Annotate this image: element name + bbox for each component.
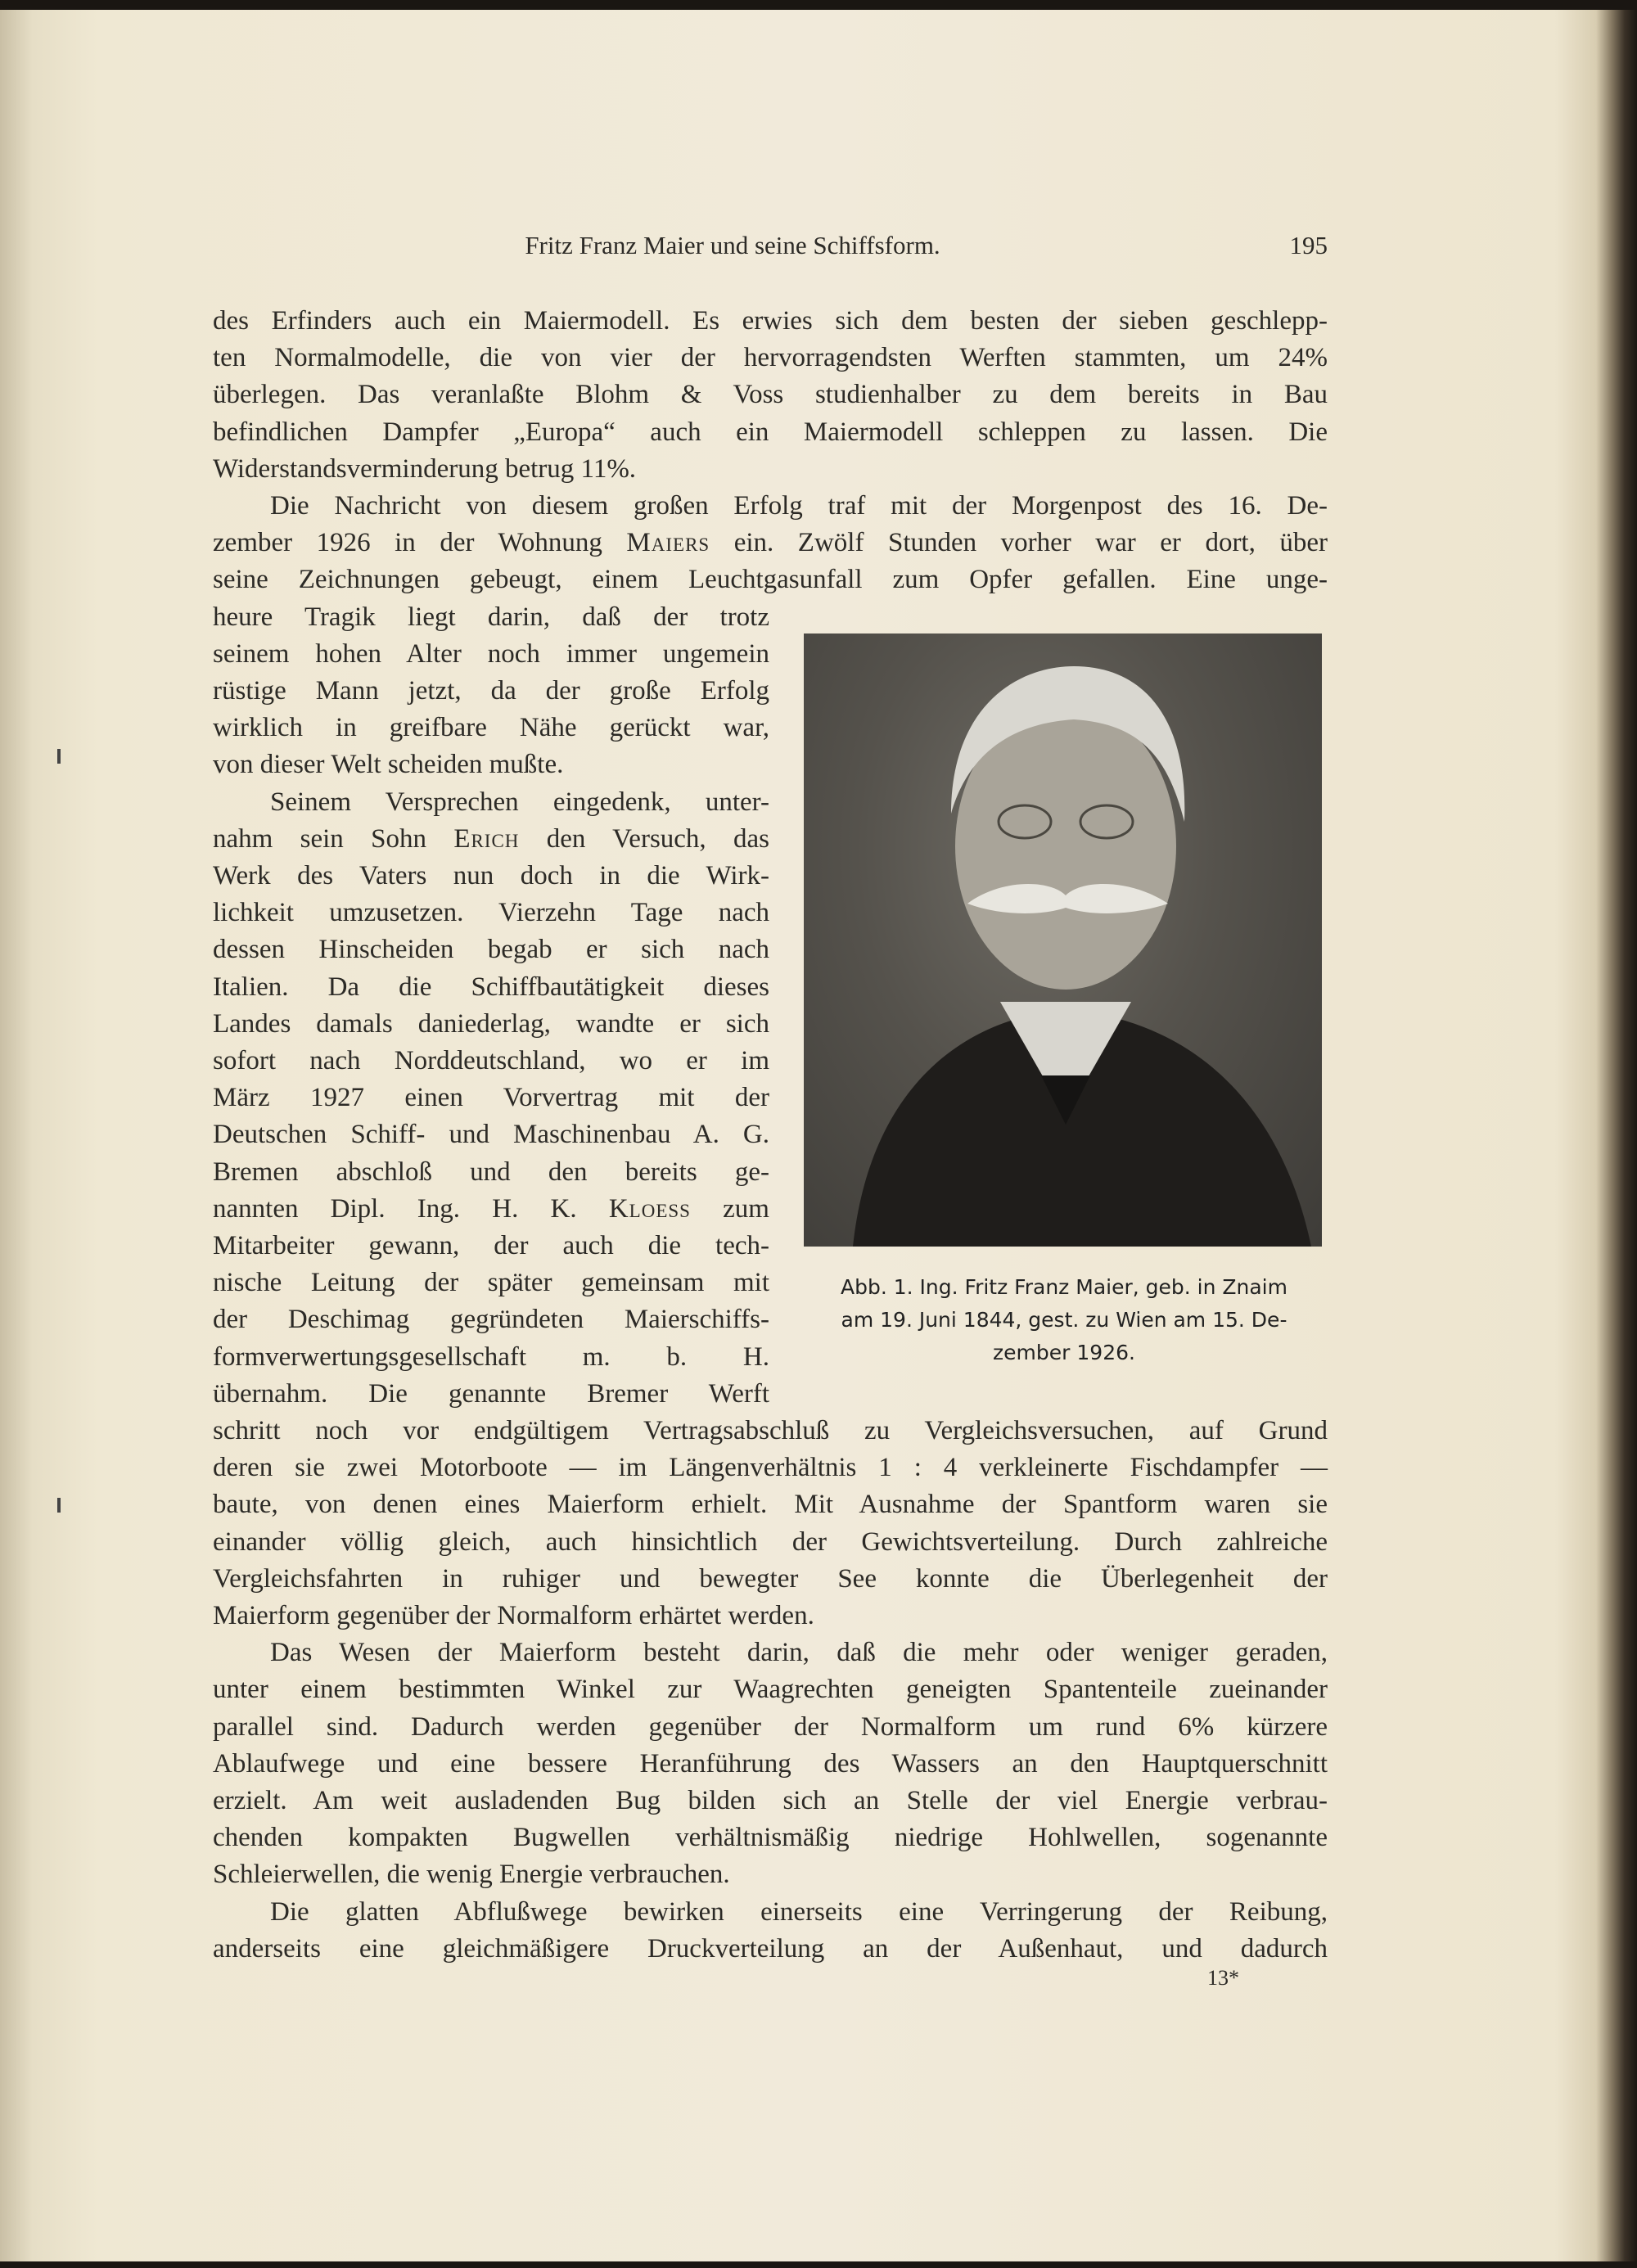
text-line: Maierform gegenüber der Normalform erhärtet werden.	[213, 1601, 814, 1630]
caption-line: zember 1926.	[993, 1341, 1135, 1364]
small-caps-name: Maiers	[626, 528, 710, 558]
text-line	[213, 1193, 769, 1225]
text-line: dessen Hinscheiden begab er sich nach	[213, 935, 769, 965]
text-segment: zember 1926 in der Wohnung	[213, 528, 627, 558]
text-line: nische Leitung der später gemeinsam mit	[213, 1268, 769, 1298]
small-caps-name: Kloess	[608, 1193, 691, 1224]
scan-bottom-edge	[0, 2261, 1637, 2268]
signature-mark: 13*	[1207, 1966, 1239, 1990]
text-line: ten Normalmodelle, die von vier der hervorragendsten Werften stammten, um 24%	[213, 343, 1328, 373]
text-line: Italien. Da die Schiffbautätigkeit dieses	[213, 972, 769, 1002]
text-line: schritt noch vor endgültigem Vertragsabschluß zu Vergleichsversuchen, auf Grund	[213, 1416, 1328, 1445]
portrait-illustration	[804, 634, 1322, 1247]
text-line: Widerstandsverminderung betrug 11%.	[213, 453, 637, 484]
text-line: baute, von denen eines Maierform erhielt. Mit Ausnahme der Spantform waren sie	[213, 1490, 1328, 1520]
running-title: Fritz Franz Maier und seine Schiffsform.	[525, 231, 940, 259]
scan-top-edge	[0, 0, 1637, 10]
text-segment: den Versuch, das	[519, 823, 769, 854]
figure-caption	[786, 1271, 1342, 1369]
text-line: einander völlig gleich, auch hinsichtlich der Gewichtsverteilung. Durch zahlreiche	[213, 1526, 1328, 1557]
margin-mark	[57, 749, 61, 764]
text-line: Das Wesen der Maierform besteht darin, daß die mehr oder weniger geraden,	[270, 1638, 1328, 1668]
caption-line: am 19. Juni 1844, gest. zu Wien am 15. De-	[841, 1308, 1288, 1332]
text-line: Bremen abschloß und den bereits ge-	[213, 1157, 769, 1187]
text-line: chenden kompakten Bugwellen verhältnismäßig niedrige Hohlwellen, sogenannte	[213, 1823, 1328, 1853]
text-line: wirklich in greifbare Nähe gerückt war,	[213, 713, 769, 743]
caption-line: Abb. 1. Ing. Fritz Franz Maier, geb. in Znaim	[841, 1275, 1288, 1299]
text-line: Seinem Versprechen eingedenk, unter-	[270, 787, 769, 817]
text-line: Deutschen Schiff- und Maschinenbau A. G.	[213, 1120, 769, 1150]
text-line: sofort nach Norddeutschland, wo er im	[213, 1046, 769, 1075]
text-line: lichkeit umzusetzen. Vierzehn Tage nach	[213, 898, 769, 928]
text-line: erzielt. Am weit ausladenden Bug bilden sich an Stelle der viel Energie verbrau-	[213, 1786, 1328, 1815]
text-line: überlegen. Das veranlaßte Blohm & Voss studienhalber zu dem bereits in Bau	[213, 380, 1328, 410]
small-caps-name: Erich	[453, 823, 520, 854]
text-line: des Erfinders auch ein Maiermodell. Es erwies sich dem besten der sieben geschlepp-	[213, 306, 1328, 336]
text-line: seinem hohen Alter noch immer ungemein	[213, 638, 769, 669]
text-segment: zum	[690, 1193, 769, 1224]
text-segment: nannten Dipl. Ing. H. K.	[213, 1193, 609, 1224]
text-line: übernahm. Die genannte Bremer Werft	[213, 1378, 769, 1409]
text-line: formverwertungsgesellschaft m. b. H.	[213, 1341, 769, 1372]
page-number: 195	[1289, 231, 1328, 259]
text-line: Landes damals daniederlag, wandte er sich	[213, 1008, 769, 1039]
text-line: anderseits eine gleichmäßigere Druckverteilung an der Außenhaut, und dadurch	[213, 1933, 1328, 1964]
text-line	[213, 526, 1328, 559]
text-line: deren sie zwei Motorboote — im Längenverhältnis 1 : 4 verkleinerte Fischdampfer —	[213, 1453, 1328, 1483]
text-line: Vergleichsfahrten in ruhiger und bewegter See konnte die Überlegenheit der	[213, 1563, 1328, 1594]
text-segment: ein. Zwölf Stunden vorher war er dort, über	[710, 528, 1328, 558]
text-line: der Deschimag gegründeten Maierschiffs-	[213, 1305, 769, 1335]
text-line: heure Tragik liegt darin, daß der trotz	[213, 602, 769, 632]
text-line: befindlichen Dampfer „Europa“ auch ein Maiermodell schleppen zu lassen. Die	[213, 417, 1328, 447]
text-line: rüstige Mann jetzt, da der große Erfolg	[213, 676, 769, 706]
text-line: seine Zeichnungen gebeugt, einem Leuchtgasunfall zum Opfer gefallen. Eine unge-	[213, 565, 1328, 595]
text-line: Schleierwellen, die wenig Energie verbrauchen.	[213, 1860, 730, 1890]
text-line: unter einem bestimmten Winkel zur Waagrechten geneigten Spantenteile zueinander	[213, 1675, 1328, 1705]
text-line: Die glatten Abflußwege bewirken einerseits eine Verringerung der Reibung,	[270, 1896, 1328, 1927]
text-segment: nahm sein Sohn	[213, 823, 454, 854]
text-line	[213, 823, 769, 855]
text-line: parallel sind. Dadurch werden gegenüber der Normalform um rund 6% kürzere	[213, 1711, 1328, 1742]
text-line: von dieser Welt scheiden mußte.	[213, 750, 564, 780]
text-line: Ablaufwege und eine bessere Heranführung des Wassers an den Hauptquerschnitt	[213, 1748, 1328, 1779]
text-line: Die Nachricht von diesem großen Erfolg traf mit der Morgenpost des 16. De-	[270, 491, 1328, 521]
text-line: Werk des Vaters nun doch in die Wirk-	[213, 861, 769, 891]
portrait-photo	[804, 634, 1322, 1247]
text-line: März 1927 einen Vorvertrag mit der	[213, 1083, 769, 1113]
text-line: Mitarbeiter gewann, der auch die tech-	[213, 1231, 769, 1260]
margin-mark	[57, 1498, 61, 1513]
